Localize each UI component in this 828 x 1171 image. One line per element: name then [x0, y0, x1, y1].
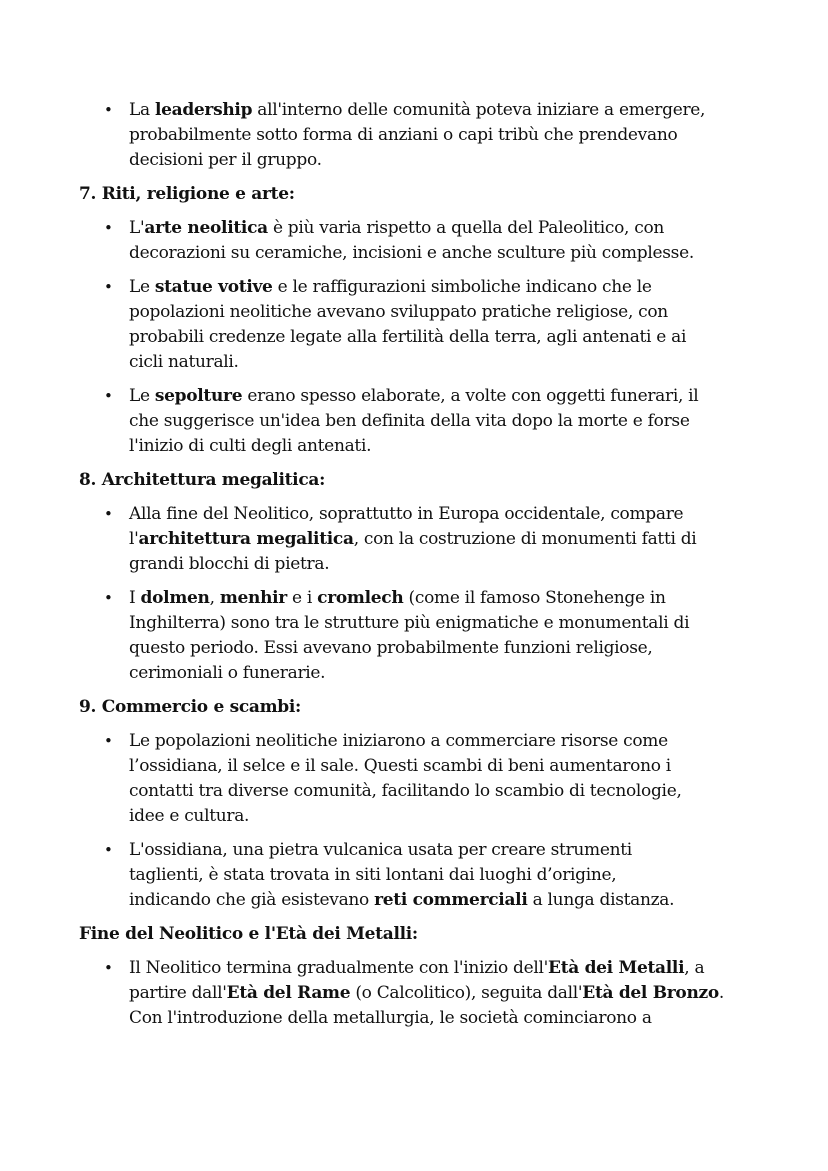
list-item: • L'arte neolitica è più varia rispetto a quella del Paleolitico, con decorazioni su ceramiche, incisioni e anche sculture più complesse.	[79, 216, 759, 266]
bold-term: arte neolitica	[144, 218, 268, 238]
section-heading: 7. Riti, religione e arte:	[79, 184, 295, 204]
list-item: • L'ossidiana, una pietra vulcanica usata per creare strumenti taglienti, è stata trovata in siti lontani dai luoghi d’origine, indicando che già esistevano reti commerciali a lunga distanza.	[79, 838, 759, 913]
intro-list	[79, 98, 759, 173]
section-heading: 8. Architettura megalitica:	[79, 470, 326, 490]
section-end-list	[79, 956, 759, 1031]
bold-term: menhir	[219, 588, 287, 608]
bold-term: architettura megalitica	[138, 529, 354, 549]
list-item: • La leadership all'interno delle comunità poteva iniziare a emergere, probabilmente sotto forma di anziani o capi tribù che prendevano decisioni per il gruppo.	[79, 98, 759, 173]
bold-term: cromlech	[317, 588, 404, 608]
bold-term: Età del Rame	[226, 983, 351, 1003]
bold-term: Età del Bronzo	[582, 983, 719, 1003]
bold-term: dolmen	[140, 588, 210, 608]
list-item: • I dolmen, menhir e i cromlech (come il famoso Stonehenge in Inghilterra) sono tra le strutture più enigmatiche e monumentali di questo periodo. Essi avevano probabilmente funzioni religiose, cerimoniali o funerarie.	[79, 586, 759, 686]
list-item: • Il Neolitico termina gradualmente con l'inizio dell'Età dei Metalli, a partire dall'Età del Rame (o Calcolitico), seguita dall'Età del Bronzo. Con l'introduzione della metallurgia, le società cominciarono a	[79, 956, 759, 1031]
bold-term: Età dei Metalli	[548, 958, 685, 978]
list-item: • Le sepolture erano spesso elaborate, a volte con oggetti funerari, il che suggerisce un'idea ben definita della vita dopo la morte e forse l'inizio di culti degli antenati.	[79, 384, 759, 459]
list-item: • Le statue votive e le raffigurazioni simboliche indicano che le popolazioni neolitiche avevano sviluppato pratiche religiose, con probabili credenze legate alla fertilità della terra, agli antenati e ai cicli naturali.	[79, 275, 759, 375]
bold-term: reti commerciali	[374, 890, 528, 910]
bold-term: sepolture	[154, 386, 243, 406]
section-heading: Fine del Neolitico e l'Età dei Metalli:	[79, 924, 418, 944]
section7-list	[79, 216, 759, 459]
list-item: • Alla fine del Neolitico, soprattutto in Europa occidentale, compare l'architettura megalitica, con la costruzione di monumenti fatti di grandi blocchi di pietra.	[79, 502, 759, 577]
bold-term: leadership	[154, 100, 253, 120]
bold-term: statue votive	[154, 277, 273, 297]
section8-list	[79, 502, 759, 686]
section-heading: 9. Commercio e scambi:	[79, 697, 302, 717]
list-item: • Le popolazioni neolitiche iniziarono a commerciare risorse come l’ossidiana, il selce e il sale. Questi scambi di beni aumentarono i contatti tra diverse comunità, facilitando lo scambio di tecnologie, idee e cultura.	[79, 729, 759, 829]
section9-list	[79, 729, 759, 913]
document-page	[79, 98, 759, 1040]
